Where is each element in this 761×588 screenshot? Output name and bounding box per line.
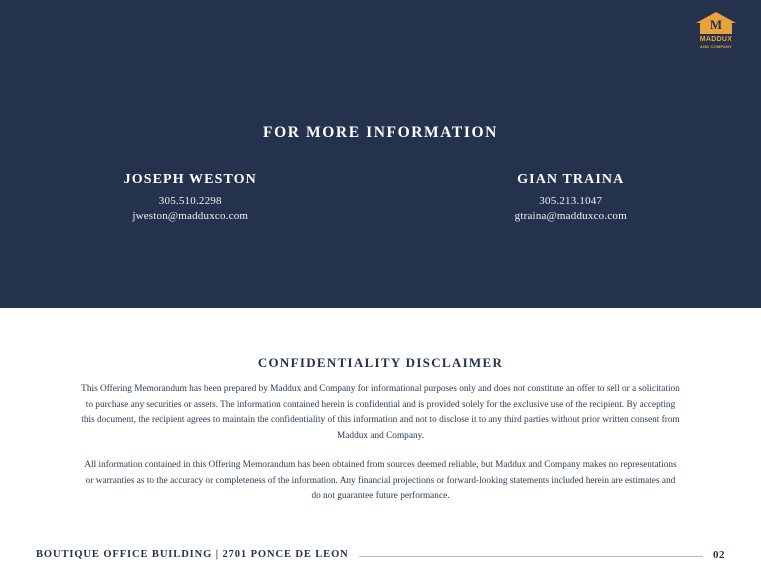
contact-email[interactable]: jweston@madduxco.com xyxy=(132,210,249,222)
contact-name: JOSEPH WESTON xyxy=(123,172,257,187)
disclaimer-paragraph: All information contained in this Offering Memorandum has been obtained from sources deemed reliable, but Maddux and Company makes no representations or warranties as to the accuracy or completeness of the information. Any financial projections or forward-looking statements included herein are estimates and do not guarantee future performance. xyxy=(84,460,677,501)
logo-company-name: MADDUX xyxy=(699,36,733,43)
disclaimer-body xyxy=(80,382,681,505)
logo-mark-icon xyxy=(696,12,736,34)
contact-card xyxy=(381,172,761,224)
disclaimer-paragraph: This Offering Memorandum has been prepared by Maddux and Company for informational purposes only and does not constitute an offer to sell or a solicitation to purchase any securities or assets. The information contained herein is confidential and is provided solely for the exclusive use of the recipient. By accepting this document, the recipient agrees to maintain the confidentiality of this information and not to disclose it to any third parties without prior written consent from Maddux and Company. xyxy=(81,384,680,441)
contact-phone[interactable]: 305.213.1047 xyxy=(539,195,603,207)
footer-property-label: BOUTIQUE OFFICE BUILDING | 2701 PONCE DE LEON xyxy=(36,549,359,560)
contact-email[interactable]: gtraina@madduxco.com xyxy=(514,210,627,222)
contact-phone[interactable]: 305.510.2298 xyxy=(158,195,222,207)
page-footer xyxy=(0,540,761,588)
contacts-row xyxy=(0,172,761,224)
contact-card xyxy=(0,172,381,224)
page-title: FOR MORE INFORMATION xyxy=(263,124,498,141)
company-logo xyxy=(693,12,739,50)
contact-name: GIAN TRAINA xyxy=(517,172,625,187)
page-number: 02 xyxy=(703,549,725,561)
disclaimer-title: CONFIDENTIALITY DISCLAIMER xyxy=(257,355,504,370)
logo-company-subtitle: AND COMPANY xyxy=(699,44,733,49)
logo-letter: M xyxy=(709,17,723,32)
disclaimer-section xyxy=(0,308,761,540)
